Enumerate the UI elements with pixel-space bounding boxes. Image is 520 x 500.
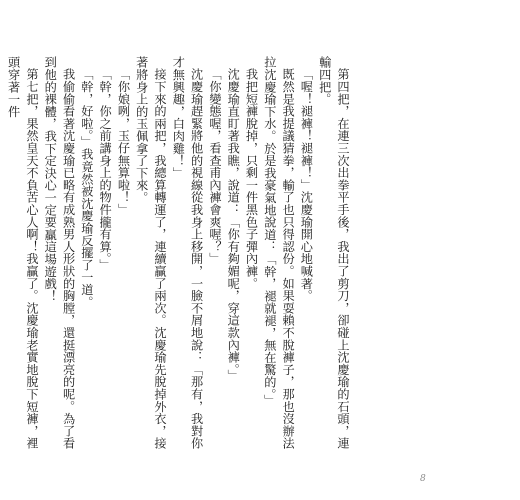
paragraph: 沈慶瑜直盯著我瞧，說道：「你有夠媚呢，穿這款內褲。」	[226, 68, 241, 382]
paragraph: 接下來的兩把，我總算轉運了，連續贏了兩次。沈慶瑜先脫掉外衣，接著將身上的玉佩拿了下來。	[134, 56, 168, 450]
paragraph: 「幹，你之前講身上的物件攏有算。」	[98, 68, 113, 272]
paragraph: 我把短褲脫掉，只剩一件黑色子彈內褲。	[244, 68, 259, 290]
page-number: 8	[420, 474, 426, 484]
paragraph: 第四把，在連三次出拳平手後，我出了剪刀，卻碰上沈慶瑜的石頭，連輸四把。	[317, 56, 350, 450]
paragraph: 既然是我提議猜拳，輸了也只得認份。如果耍賴不脫褲子，那也沒辦法拉沈慶瑜下水。於是我豪氣地說道：「幹，褪就褪，無在驚的。」	[262, 56, 296, 450]
vertical-text-body	[4, 56, 352, 456]
paragraph: 「你娘咧，玉仔無算啦！」	[116, 68, 131, 216]
paragraph: 沈慶瑜趕緊將他的視線從我身上移開，一臉不屑地說：「那有，我對你才無興趣，白肉雞！」	[171, 56, 204, 450]
paragraph: 第七把，果然皇天不負苦心人啊！我贏了。沈慶瑜老實地脫下短褲，裡頭穿著一件	[6, 56, 39, 450]
paragraph: 我偷偷看著沈慶瑜已略有成熟男人形狀的胸膛，還挺漂亮的呢。為了看到他的裸體，我下定決心一定要贏這場遊戲！	[43, 56, 76, 450]
paragraph: 「喔！褪褲！褪褲！」沈慶瑜開心地喊著。	[299, 68, 314, 302]
paragraph: 「你變態喔，看查甫內褲會爽喔？」	[207, 68, 222, 265]
paragraph: 「幹，好啦。」我竟然被沈慶瑜反擺了一道。	[79, 68, 94, 309]
